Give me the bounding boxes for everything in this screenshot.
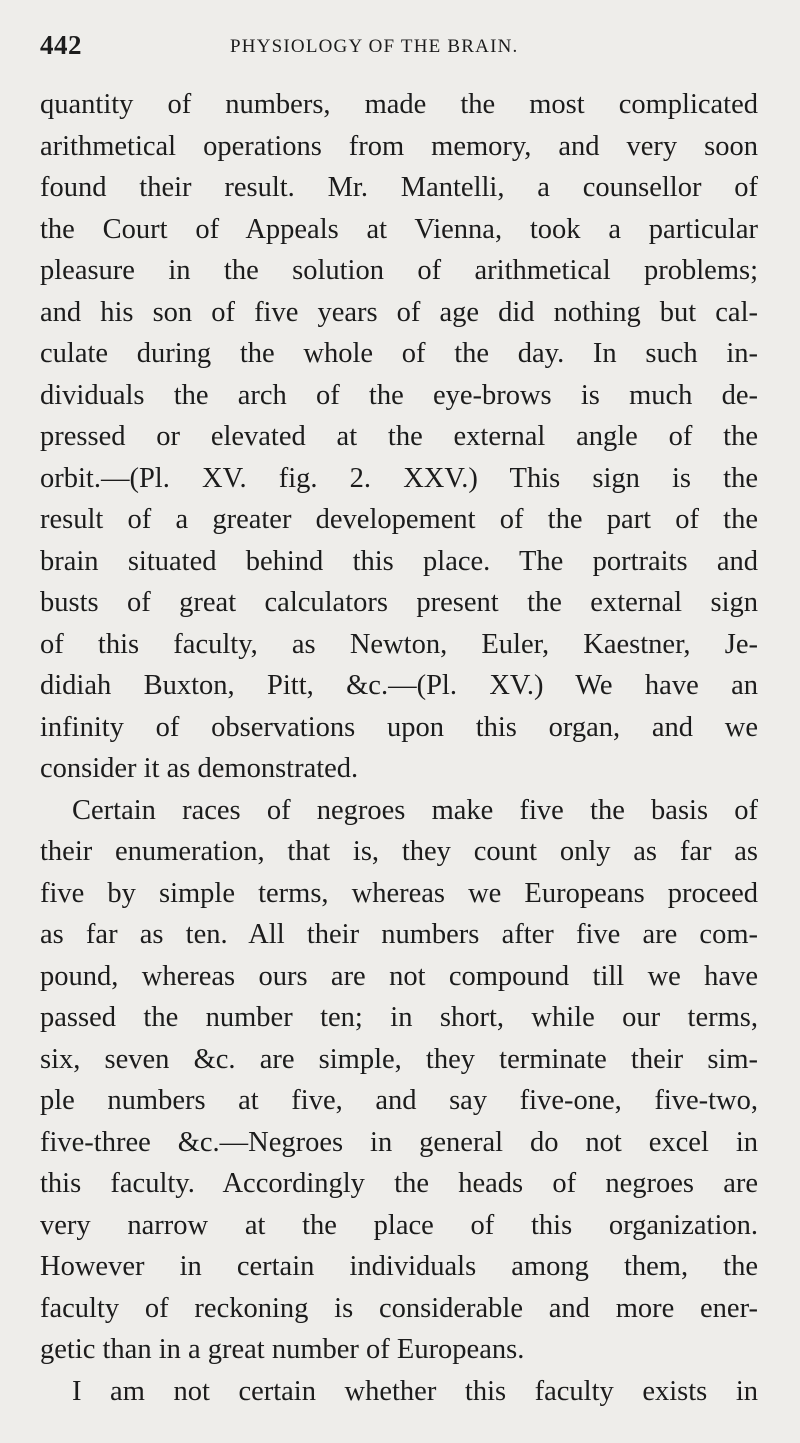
text-line: consider it as demonstrated. bbox=[40, 753, 359, 784]
text-line: five by simple terms, whereas we Europeans proceed bbox=[40, 877, 758, 909]
text-line: their enumeration, that is, they count only as far as bbox=[40, 836, 758, 867]
running-head: PHYSIOLOGY OF THE BRAIN. bbox=[230, 36, 519, 57]
text-line: result of a greater developement of the part of the bbox=[40, 504, 758, 535]
text-line: passed the number ten; in short, while our terms, bbox=[40, 1002, 758, 1033]
text-line: getic than in a great number of Europeans. bbox=[40, 1334, 525, 1365]
text-line: However in certain individuals among them, the bbox=[40, 1251, 758, 1282]
text-line: ple numbers at five, and say five-one, five-two, bbox=[40, 1085, 758, 1116]
text-line: infinity of observations upon this organ, and we bbox=[40, 711, 758, 743]
text-line: dividuals the arch of the eye-brows is much de- bbox=[40, 379, 758, 411]
text-line: orbit.—(Pl. XV. fig. 2. XXV.) This sign is the bbox=[40, 462, 758, 494]
text-line: pressed or elevated at the external angle of the bbox=[40, 421, 758, 452]
text-line: found their result. Mr. Mantelli, a counsellor of bbox=[40, 172, 758, 203]
text-line: this faculty. Accordingly the heads of negroes are bbox=[40, 1168, 758, 1199]
text-line: six, seven &c. are simple, they terminate their sim- bbox=[40, 1043, 758, 1075]
text-line: of this faculty, as Newton, Euler, Kaestner, Je- bbox=[40, 628, 758, 660]
text-line: as far as ten. All their numbers after five are com- bbox=[40, 919, 758, 950]
text-line: quantity of numbers, made the most complicated bbox=[40, 89, 758, 120]
text-line: arithmetical operations from memory, and very soon bbox=[40, 130, 758, 162]
text-line: brain situated behind this place. The portraits and bbox=[40, 545, 758, 577]
text-line: culate during the whole of the day. In such in- bbox=[40, 338, 758, 369]
text-line: Certain races of negroes make five the basis of bbox=[72, 794, 758, 826]
text-line: the Court of Appeals at Vienna, took a particular bbox=[40, 213, 758, 245]
text-line: pleasure in the solution of arithmetical problems; bbox=[40, 255, 758, 286]
text-line: busts of great calculators present the external sign bbox=[40, 587, 758, 618]
text-line: very narrow at the place of this organization. bbox=[40, 1209, 758, 1241]
page-header bbox=[40, 30, 760, 70]
text-line: didiah Buxton, Pitt, &c.—(Pl. XV.) We have an bbox=[40, 670, 758, 701]
body-text bbox=[40, 84, 758, 1412]
text-line: faculty of reckoning is considerable and more ener- bbox=[40, 1292, 758, 1324]
page-number: 442 bbox=[40, 30, 82, 60]
text-line: I am not certain whether this faculty exists in bbox=[72, 1375, 758, 1407]
text-line: and his son of five years of age did nothing but cal- bbox=[40, 296, 758, 328]
text-line: pound, whereas ours are not compound till we have bbox=[40, 960, 758, 992]
text-line: five-three &c.—Negroes in general do not excel in bbox=[40, 1126, 758, 1158]
